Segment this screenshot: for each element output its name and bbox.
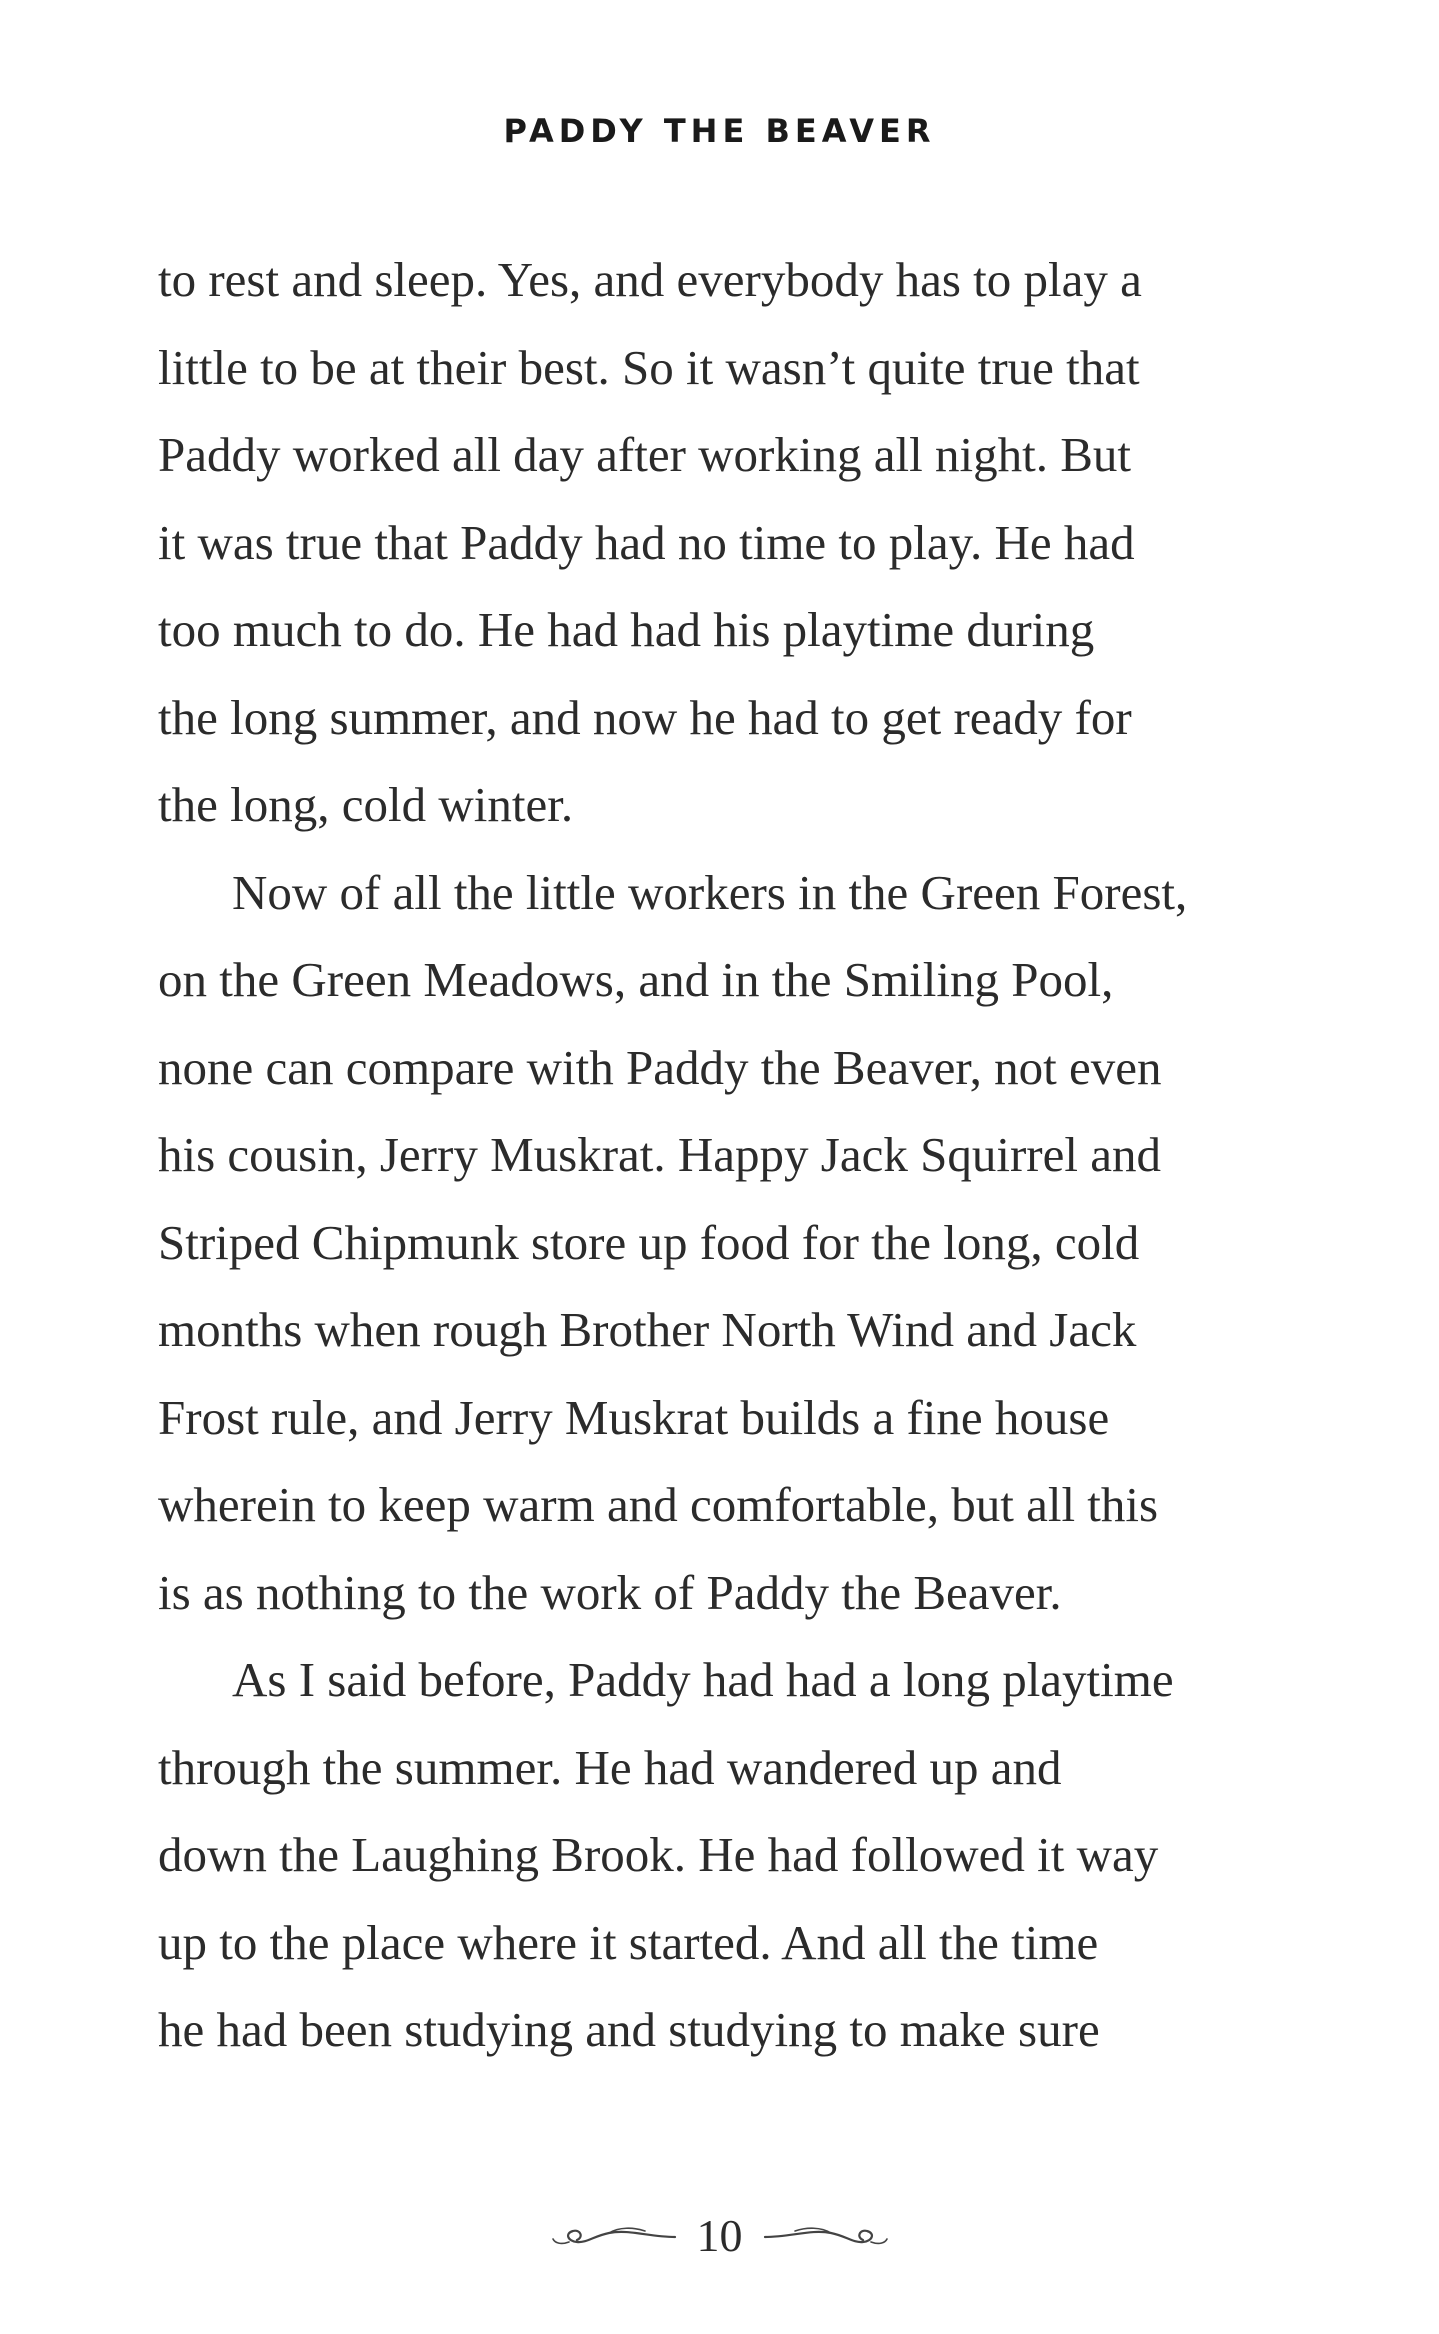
- text-line: the long summer, and now he had to get ready for: [158, 689, 1132, 745]
- paragraph-1: [158, 236, 1298, 849]
- text-line: As I said before, Paddy had had a long playtime: [232, 1652, 1174, 1707]
- text-line: through the summer. He had wandered up and: [158, 1739, 1062, 1795]
- flourish-left-icon: [549, 2215, 679, 2255]
- text-line: to rest and sleep. Yes, and everybody has to play a: [158, 252, 1142, 307]
- page-number: 10: [696, 2209, 743, 2261]
- text-line: the long, cold winter.: [158, 777, 574, 832]
- text-line: months when rough Brother North Wind and Jack: [158, 1302, 1137, 1357]
- text-line: on the Green Meadows, and in the Smiling Pool,: [158, 952, 1114, 1007]
- running-head: PADDY THE BEAVER: [503, 112, 936, 150]
- text-line: little to be at their best. So it wasn’t quite true that: [158, 339, 1140, 395]
- page-footer: [0, 2205, 1439, 2265]
- text-line: Striped Chipmunk store up food for the long, cold: [158, 1214, 1140, 1270]
- text-line: his cousin, Jerry Muskrat. Happy Jack Squirrel and: [158, 1127, 1161, 1182]
- text-line: none can compare with Paddy the Beaver, not even: [158, 1039, 1162, 1095]
- text-line: Paddy worked all day after working all night. But: [158, 427, 1131, 482]
- paragraph-2: [158, 849, 1298, 1637]
- text-line: down the Laughing Brook. He had followed it way: [158, 1827, 1159, 1882]
- text-line: he had been studying and studying to make sure: [158, 2002, 1100, 2057]
- text-line: too much to do. He had had his playtime during: [158, 602, 1095, 657]
- text-line: Frost rule, and Jerry Muskrat builds a fine house: [158, 1389, 1110, 1445]
- text-line: it was true that Paddy had no time to play. He had: [158, 514, 1135, 570]
- text-line: up to the place where it started. And all the time: [158, 1914, 1099, 1970]
- flourish-right-icon: [761, 2215, 891, 2255]
- text-line: Now of all the little workers in the Green Forest,: [232, 864, 1188, 920]
- text-line: wherein to keep warm and comfortable, but all this: [158, 1477, 1159, 1532]
- paragraph-3: [158, 1636, 1298, 2074]
- text-line: is as nothing to the work of Paddy the Beaver.: [158, 1564, 1062, 1620]
- page-body: [158, 236, 1298, 2074]
